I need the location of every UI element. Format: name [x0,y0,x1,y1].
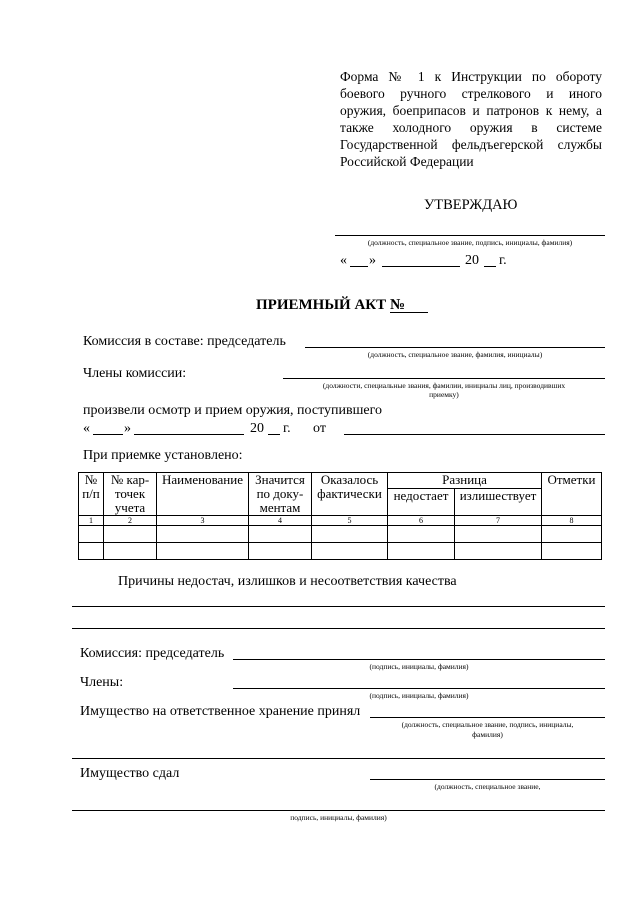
approve-year-field[interactable] [484,266,496,267]
col-actual-header: Оказалось фактически [312,473,388,516]
sign-handed-caption-1: (должность, специальное звание, [434,782,541,791]
col-number-index: 3 [157,516,249,526]
sign-handed-line-2[interactable] [72,810,605,811]
sign-received-caption-2: фамилия) [472,730,503,739]
inspection-from-field[interactable] [344,434,605,435]
approve-signature-line[interactable] [335,235,605,236]
header-line-5: Государственной фельдъегерской службы [340,137,602,152]
acceptance-table [78,472,602,560]
approve-date-close: » [369,253,376,268]
inspection-day-field[interactable] [93,434,123,435]
table-numbers-row [79,516,602,526]
sign-handed-caption-2: подпись, инициалы, фамилия) [290,813,387,822]
act-title: ПРИЕМНЫЙ АКТ № [256,297,406,313]
header-line-3: оружия, боеприпасов и патронов к нему, а [340,103,602,118]
commission-members-label: Члены комиссии: [83,366,187,381]
header-line-4: также холодного оружия в системе [340,120,602,135]
commission-members-field[interactable] [283,378,605,379]
reasons-line-2[interactable] [72,628,605,629]
inspection-from-label: от [313,421,326,436]
inspection-year-prefix: 20 [250,421,264,436]
approve-month-field[interactable] [382,266,460,267]
sign-received-field[interactable] [370,717,605,718]
inspection-year-suffix: г. [283,421,291,436]
reasons-line-1[interactable] [72,606,605,607]
sign-members-label: Члены: [80,675,124,690]
approve-caption: (должность, специальное звание, подпись, инициалы, фамилия) [367,238,573,247]
table-row[interactable] [79,526,602,543]
col-number-index: 1 [79,516,104,526]
sign-chair-field[interactable] [233,659,605,660]
col-shortage-header: недостает [388,489,455,516]
col-number-index: 4 [249,516,312,526]
inspection-year-field[interactable] [268,434,280,435]
sign-members-field[interactable] [233,688,605,689]
commission-members-caption-2: приемку) [429,390,459,399]
inspection-text: произвели осмотр и прием оружия, поступившего [83,403,383,418]
sign-chair-caption: (подпись, инициалы, фамилия) [369,662,469,671]
header-line-6: Российской Федерации [340,154,474,169]
sign-received-caption-1: (должность, специальное звание, подпись, инициалы, [401,720,574,729]
approve-day-field[interactable] [350,266,368,267]
approve-date-open: « [340,253,347,268]
established-label: При приемке установлено: [83,448,243,463]
col-surplus-header: излишествует [455,489,542,516]
approve-year-suffix: г. [499,253,507,268]
approve-title: УТВЕРЖДАЮ [424,197,518,213]
col-number-index: 8 [542,516,602,526]
sign-handed-field[interactable] [370,779,605,780]
col-card-header: № кар- точек учета [104,473,157,516]
col-number-index: 7 [455,516,542,526]
col-notes-header: Отметки [542,473,602,516]
sign-received-line-2[interactable] [72,758,605,759]
sign-received-label: Имущество на ответственное хранение принял [80,704,361,719]
table-header-row [79,473,602,489]
col-number-index: 6 [388,516,455,526]
sign-chair-label: Комиссия: председатель [80,646,225,661]
act-number-field[interactable] [390,312,428,313]
col-number-index: 2 [104,516,157,526]
sign-members-caption: (подпись, инициалы, фамилия) [369,691,469,700]
sign-handed-label: Имущество сдал [80,766,180,781]
col-difference-header: Разница [388,473,542,489]
approve-year-prefix: 20 [465,253,479,268]
commission-chair-label: Комиссия в составе: председатель [83,334,286,349]
col-number-index: 5 [312,516,388,526]
inspection-month-field[interactable] [134,434,244,435]
commission-chair-caption: (должность, специальное звание, фамилия, инициалы) [367,350,543,359]
reasons-label: Причины недостач, излишков и несоответствия качества [118,574,457,589]
form-header-note [340,68,602,170]
commission-members-caption-1: (должности, специальные звания, фамилии, инициалы лиц, производивших [322,381,566,390]
header-line-1: Форма № 1 к Инструкции по обороту [340,69,602,84]
header-line-2: боевого ручного стрелкового и иного [340,86,602,101]
table-row[interactable] [79,543,602,560]
col-documents-header: Значится по доку- ментам [249,473,312,516]
inspection-date-close: » [124,421,131,436]
col-name-header: Наименование [157,473,249,516]
col-number-header: № п/п [79,473,104,516]
inspection-date-open: « [83,421,90,436]
commission-chair-field[interactable] [305,347,605,348]
